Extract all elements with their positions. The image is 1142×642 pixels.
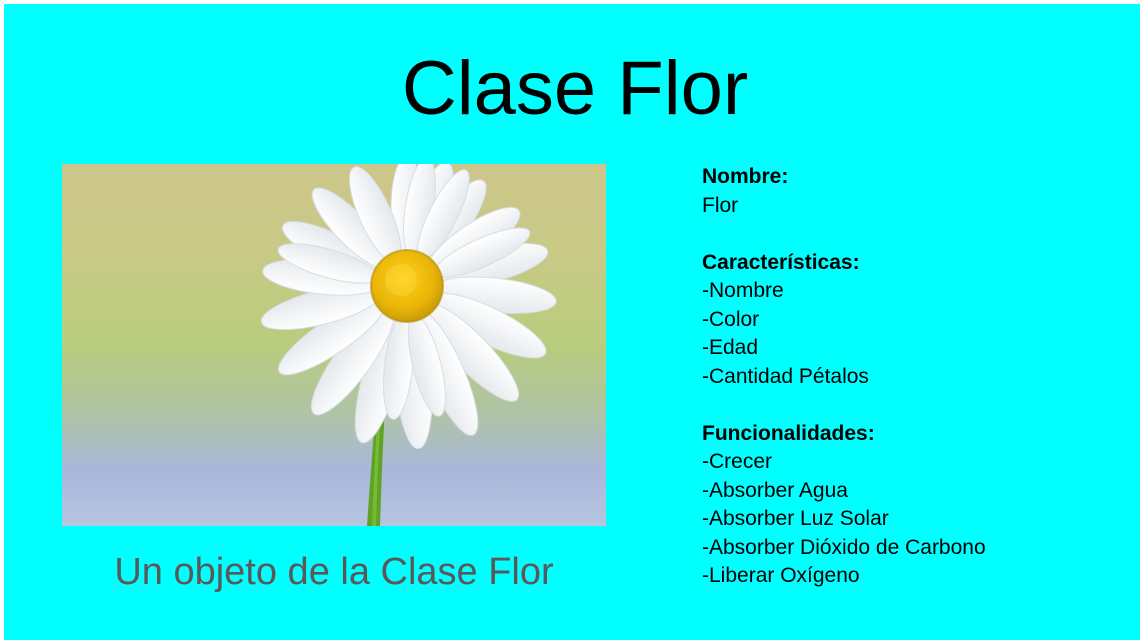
funcionalidad-item: -Crecer [702, 450, 773, 473]
caracteristica-item: -Cantidad Pétalos [702, 364, 869, 388]
funcionalidad-item: -Absorber Dióxido de Carbono [702, 535, 986, 559]
nombre-label: Nombre: [702, 165, 789, 188]
image-caption: Un objeto de la Clase Flor [114, 551, 554, 593]
caracteristica-item: -Color [702, 307, 760, 331]
caracteristica-item: -Edad [702, 336, 759, 359]
daisy-photo [62, 164, 606, 526]
nombre-value: Flor [702, 193, 739, 217]
slide [4, 4, 1140, 640]
spacer [702, 220, 1122, 249]
funcionalidad-item: -Absorber Agua [702, 478, 848, 502]
caracteristicas-label: Características: [702, 250, 860, 274]
spacer [702, 391, 1122, 420]
funcionalidad-item: -Absorber Luz Solar [702, 507, 889, 530]
class-info [702, 163, 1122, 591]
funcionalidades-label: Funcionalidades: [702, 421, 875, 445]
funcionalidad-item: -Liberar Oxígeno [702, 564, 860, 587]
slide-title: Clase Flor [401, 46, 749, 131]
caracteristica-item: -Nombre [702, 279, 784, 302]
